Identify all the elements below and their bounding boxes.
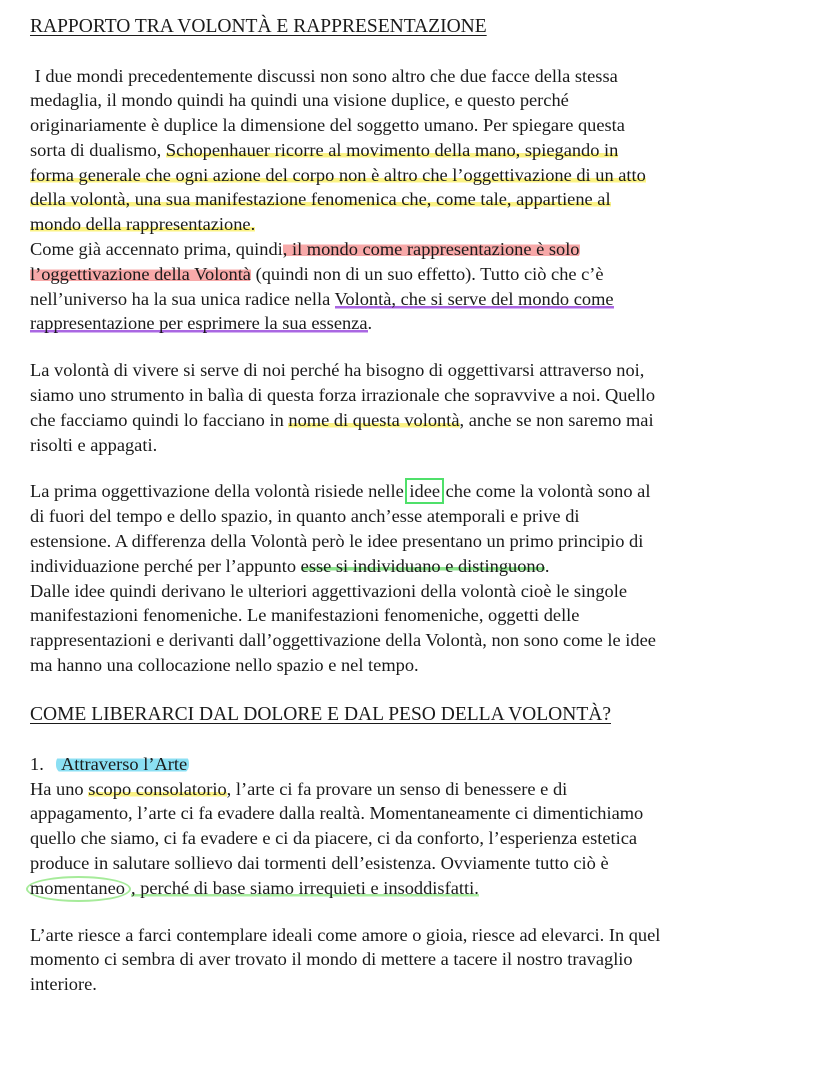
text-segment: individuazione perché per l’appunto [30,555,301,576]
text-line: ma hanno una collocazione nello spazio e nel tempo. [30,655,419,676]
paragraph-idee [30,479,790,677]
text-segment: Come già accennato prima, quindi [30,239,283,260]
text-segment: , l’arte ci fa provare un senso di benessere e di [226,778,568,799]
text-line: quello che siamo, ci fa evadere e ci da piacere, ci da conforto, l’esperienza estetica [30,828,638,849]
spacer [30,901,790,923]
text-line [30,138,790,163]
list-number: 1. [30,753,44,774]
text-line: medaglia, il mondo quindi ha quindi una visione duplice, e questo perché [30,90,569,111]
text-line: estensione. A differenza della Volontà però le idee presentano un primo principio di [30,531,644,552]
text-line: produce in salutare sollievo dai tormenti dell’esistenza. Ovviamente tutto ciò è [30,853,609,874]
text-line: interiore. [30,974,97,995]
spacer [30,336,790,358]
text-segment: La prima oggettivazione della volontà risiede nelle [30,481,409,502]
cyan-highlight: Attraverso l’Arte [56,754,189,774]
paragraph-volonta-di-vivere [30,358,790,457]
text-segment: (quindi non di un suo effetto). Tutto ciò che c’è [250,263,604,284]
yellow-highlight: Schopenhauer ricorre al movimento della mano, spiegando in [165,139,619,160]
text-segment: Ha uno [30,778,89,799]
document-page [30,14,790,997]
text-line [30,237,790,262]
paragraph-oggettivazione [30,237,790,336]
text-line [30,876,790,901]
text-line [30,212,790,237]
text-line: rappresentazioni e derivanti dall’oggettivazione della Volontà, non sono come le idee [30,630,656,651]
list-item-arte [30,752,790,777]
text-line [30,479,790,504]
text-line [30,777,790,802]
text-line: di fuori del tempo e dello spazio, in quanto anch’esse atemporali e prive di [30,506,580,527]
text-line [30,262,790,287]
text-line: L’arte riesce a farci contemplare ideali come amore o gioia, riesce ad elevarci. In quel [30,924,661,945]
yellow-highlight: scopo consolatorio [88,778,227,799]
text-line: momento ci sembra di aver trovato il mondo di mettere a tacere il nostro travaglio [30,949,633,970]
paragraph-contemplare-ideali [30,923,790,997]
yellow-highlight: nome di questa volontà [288,409,460,430]
yellow-highlight: della volontà, una sua manifestazione fenomenica che, come tale, appartiene al [30,189,611,210]
text-line: I due mondi precedentemente discussi non sono altro che due facce della stessa [30,65,618,86]
text-segment: che facciamo quindi lo facciano in [30,409,289,430]
paragraph-duplice-mondo [30,64,790,238]
section-title-liberarci: COME LIBERARCI DAL DOLORE E DAL PESO DELLA VOLONTÀ? [30,704,611,726]
spacer [30,678,790,703]
spacer [30,457,790,479]
text-line [30,163,790,188]
text-line: Dalle idee quindi derivano le ulteriori aggettivazioni della volontà cioè le singole [30,580,627,601]
yellow-highlight: forma generale che ogni azione del corpo non è altro che l’oggettivazione di un atto [30,164,646,185]
text-line [30,311,790,336]
green-highlight: , perché di base siamo irrequieti e insoddisfatti. [131,877,479,898]
purple-underline: Volontà, che si serve del mondo come [334,288,614,309]
section-title-volonta-rappresentazione: RAPPORTO TRA VOLONTÀ E RAPPRESENTAZIONE [30,16,487,37]
spacer [30,727,790,752]
text-segment: sorta di dualismo, [30,139,166,160]
text-line: La volontà di vivere si serve di noi perché ha bisogno di oggettivarsi attraverso noi, [30,360,645,381]
text-line: risolti e appagati. [30,434,158,455]
red-highlight: l’oggettivazione della Volontà [30,263,251,284]
text-segment: nell’universo ha la sua unica radice nella [30,288,335,309]
list-item-heading [30,752,790,777]
text-line: manifestazioni fenomeniche. Le manifestazioni fenomeniche, oggetti delle [30,605,580,626]
text-line [30,554,790,579]
purple-underline: rappresentazione per esprimere la sua essenza [30,313,368,334]
paragraph-scopo-consolatorio [30,777,790,901]
text-line: originariamente è duplice la dimensione del soggetto umano. Per spiegare questa [30,115,625,136]
text-line [30,187,790,212]
green-box-mark: idee [409,481,441,502]
text-line [30,287,790,312]
text-segment: , anche se non saremo mai [459,409,654,430]
text-line [30,408,790,433]
green-circle-mark: momentaneo [26,876,131,902]
yellow-highlight: mondo della rappresentazione. [30,214,256,235]
text-segment: . [544,555,550,576]
text-line: siamo uno strumento in balìa di questa forza irrazionale che sopravvive a noi. Quello [30,385,656,406]
spacer [30,39,790,64]
text-segment: . [367,313,373,334]
text-segment: che come la volontà sono al [441,481,651,502]
green-highlight: esse si individuano e distinguono [300,555,545,576]
text-line: appagamento, l’arte ci fa evadere dalla realtà. Momentaneamente ci dimentichiamo [30,803,644,824]
red-highlight: , il mondo come rappresentazione è solo [282,239,580,260]
